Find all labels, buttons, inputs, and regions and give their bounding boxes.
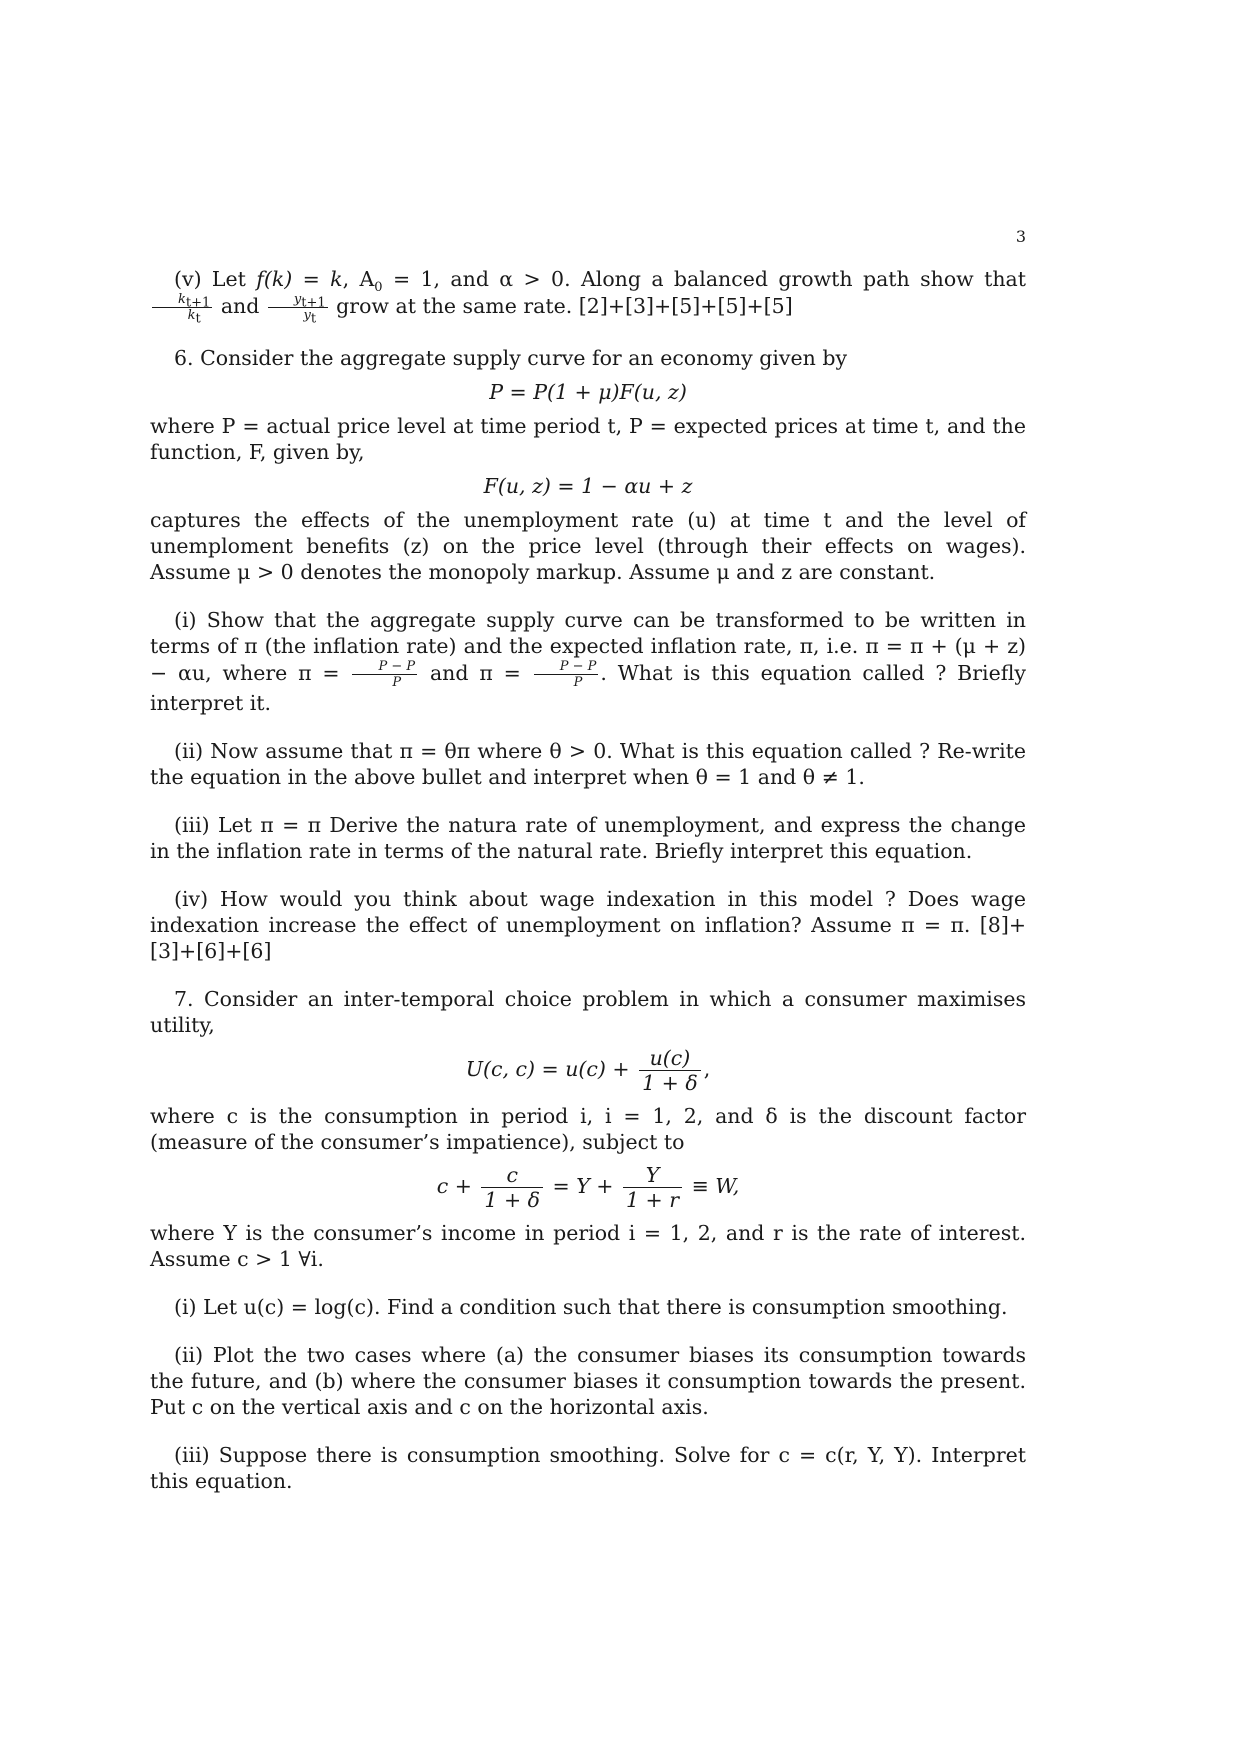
q7-income-text: where Y is the consumer’s income in period i = 1, 2, and r is the rate of interest. Assume c > 1 ∀i.: [150, 1221, 1026, 1271]
q7-utility-equation: U(c, c) = u(c) + $\frac{u(c)}{1 + \delta}$ ,: [465, 1046, 711, 1095]
q7-part-iii: (iii) Suppose there is consumption smoothing. Solve for c = c(r, Y, Y). Interpret this equation.: [150, 1443, 1026, 1493]
fraction-pi-expected: $\frac{P - P}{P}$: [534, 659, 599, 690]
q7-budget-equation: c + $\frac{c}{1 + \delta}$ = Y + $\frac{Y}{1 + r}$ ≡ W,: [436, 1163, 740, 1212]
q6-f-equation: F(u, z) = 1 − αu + z: [483, 474, 693, 498]
q7-part-i: (i) Let u(c) = log(c). Find a condition such that there is consumption smoothing.: [174, 1295, 1008, 1319]
fraction-pi: $\frac{P - P}{P}$: [352, 659, 417, 690]
fraction-k: $\frac{k_{t+1}}{k_t}$: [152, 292, 212, 323]
q6-intro: 6. Consider the aggregate supply curve for an economy given by: [174, 346, 848, 370]
q6-part-iii: (iii) Let π = π Derive the natura rate of unemployment, and express the change in the inflation rate in terms of the natural rate. Briefly interpret this equation.: [150, 813, 1026, 863]
q6-part-i: (i) Show that the aggregate supply curve can be transformed to be written in terms of π (the inflation rate) and the expected inflation rate, π, i.e. π = π + (μ + z) − αu, where π = $\frac{P - P}{P}$ and π = $\frac{P - P}{P}$ . What is this equation called ? Briefly interpret it.: [150, 608, 1026, 715]
fraction-utility: $\frac{u(c)}{1 + \delta}$: [639, 1046, 701, 1095]
q5-part-v: (v) Let f(k) = k, $A_0 = 1$, and α > 0. Along a balanced growth path show that $\frac{k_{t+1}}{k_t}$ and $\frac{y_{t+1}}{y_t}$ grow at the same rate. [2]+[3]+[5]+[5]+[5]: [150, 266, 1026, 323]
fraction-c2: $\frac{c}{1 + \delta}$: [481, 1163, 543, 1212]
page-number: 3: [1015, 227, 1026, 246]
q6-part-iv: (iv) How would you think about wage indexation in this model ? Does wage indexation increase the effect of unemployment on inflation? Assume π = π. [8]+[3]+[6]+[6]: [150, 887, 1026, 963]
q7-part-ii: (ii) Plot the two cases where (a) the consumer biases its consumption towards the future, and (b) where the consumer biases it consumption towards the present. Put c on the vertical axis and c on the horizontal axis.: [150, 1343, 1026, 1419]
f-equation: f(k) = k: [256, 267, 343, 291]
fraction-y2: $\frac{Y}{1 + r}$: [623, 1163, 682, 1212]
page-content: [150, 266, 1026, 1494]
fraction-y: $\frac{y_{t+1}}{y_t}$: [268, 292, 328, 323]
q7-intro: 7. Consider an inter-temporal choice problem in which a consumer maximises utility,: [150, 987, 1026, 1037]
q7-where-text: where c is the consumption in period i, i = 1, 2, and δ is the discount factor (measure of the consumer’s impatience), subject to: [150, 1104, 1026, 1154]
q6-captures-text: captures the effects of the unemployment rate (u) at time t and the level of unemploment benefits (z) on the price level (through their effects on wages). Assume μ > 0 denotes the monopoly markup. Assume μ and z are constant.: [150, 508, 1026, 584]
q6-supply-equation: P = P(1 + μ)F(u, z): [489, 380, 687, 404]
q6-part-ii: (ii) Now assume that π = θπ where θ > 0. What is this equation called ? Re-write the equation in the above bullet and interpret when θ = 1 and θ ≠ 1.: [150, 739, 1026, 789]
q6-where-text: where P = actual price level at time period t, P = expected prices at time t, and the function, F, given by,: [150, 414, 1026, 464]
